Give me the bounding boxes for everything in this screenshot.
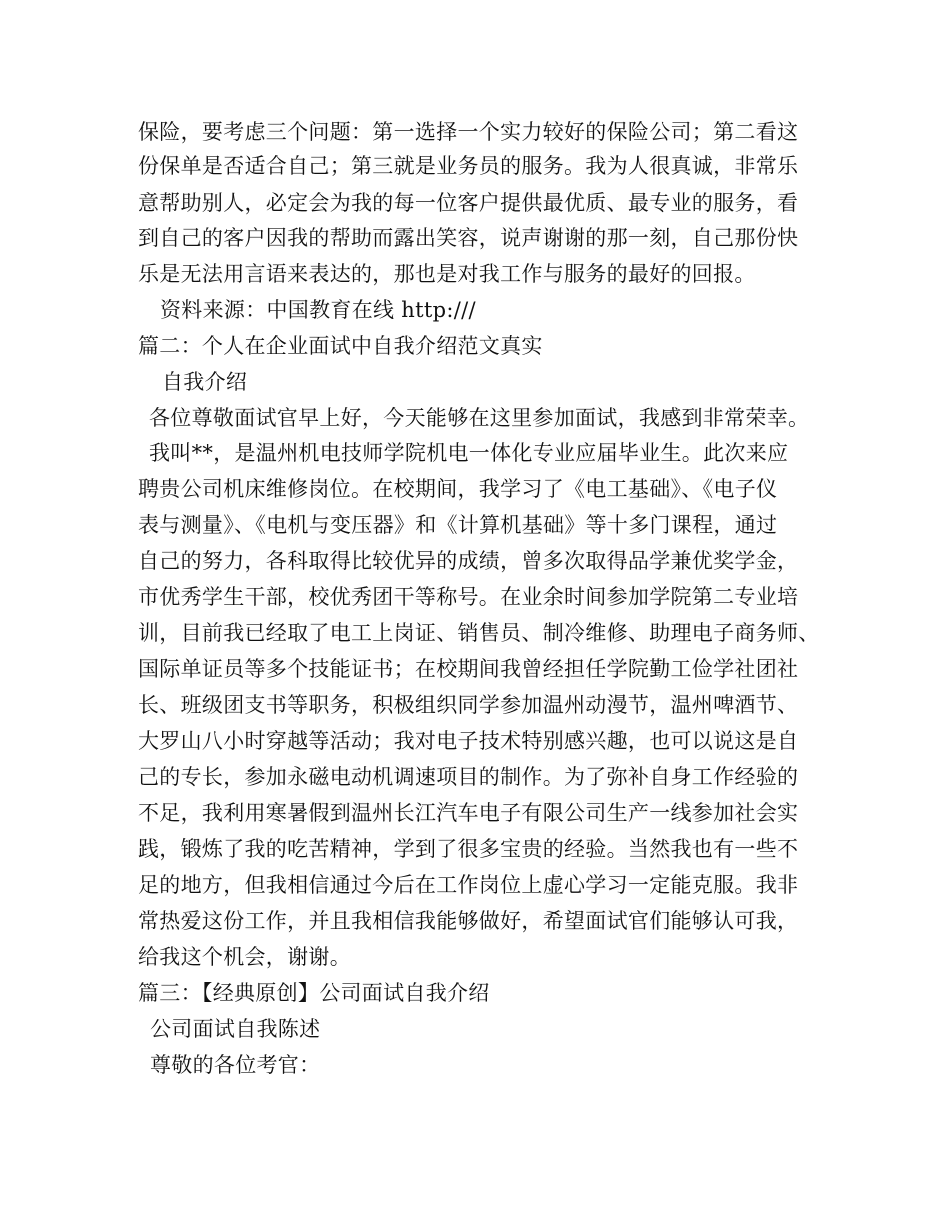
paragraph-line: 常热爱这份工作，并且我相信我能够做好，希望面试官们能够认可我， — [138, 909, 799, 933]
paragraph-line: 份保单是否适合自己；第三就是业务员的服务。我为人很真诚，非常乐 — [138, 154, 799, 178]
paragraph-line: 各位尊敬面试官早上好，今天能够在这里参加面试，我感到非常荣幸。 — [149, 406, 810, 430]
section-heading: 篇二：个人在企业面试中自我介绍范文真实 — [138, 334, 543, 358]
subheading: 自我介绍 — [162, 370, 248, 394]
paragraph-line: 长、班级团支书等职务，积极组织同学参加温州动漫节，温州啤酒节、 — [138, 693, 799, 717]
paragraph-line: 市优秀学生干部，校优秀团干等称号。在业余时间参加学院第二专业培 — [138, 585, 799, 609]
paragraph-line: 保险，要考虑三个问题：第一选择一个实力较好的保险公司；第二看这 — [138, 120, 799, 144]
paragraph-line: 足的地方，但我相信通过今后在工作岗位上虚心学习一定能克服。我非 — [138, 873, 799, 897]
section-heading: 篇三：【经典原创】公司面试自我介绍 — [138, 981, 490, 1005]
paragraph-line: 表与测量》、《电机与变压器》和《计算机基础》等十多门课程，通过 — [138, 513, 778, 537]
paragraph-line: 国际单证员等多个技能证书；在校期间我曾经担任学院勤工俭学社团社 — [138, 657, 799, 681]
paragraph-line: 己的专长，参加永磁电动机调速项目的制作。为了弥补自身工作经验的 — [138, 765, 799, 789]
paragraph-line: 大罗山八小时穿越等活动；我对电子技术特别感兴趣，也可以说这是自 — [138, 729, 799, 753]
salutation: 尊敬的各位考官： — [150, 1053, 321, 1077]
paragraph-line: 聘贵公司机床维修岗位。在校期间，我学习了《电工基础》、《电子仪 — [138, 477, 778, 501]
paragraph-line: 到自己的客户因我的帮助而露出笑容，说声谢谢的那一刻，自己那份快 — [138, 226, 799, 250]
source-line: 资料来源：中国教育在线 http:/// — [160, 298, 476, 322]
paragraph-line: 乐是无法用言语来表达的，那也是对我工作与服务的最好的回报。 — [138, 262, 756, 286]
paragraph-line: 我叫**，是温州机电技师学院机电一体化专业应届毕业生。此次来应 — [149, 441, 789, 465]
paragraph-line: 训，目前我已经取了电工上岗证、销售员、制冷维修、助理电子商务师、 — [138, 621, 820, 645]
paragraph-line: 自己的努力，各科取得比较优异的成绩，曾多次取得品学兼优奖学金， — [138, 549, 799, 573]
paragraph-line: 给我这个机会，谢谢。 — [138, 945, 351, 969]
subheading: 公司面试自我陈述 — [150, 1017, 321, 1041]
paragraph-line: 不足，我利用寒暑假到温州长江汽车电子有限公司生产一线参加社会实 — [138, 801, 799, 825]
paragraph-line: 意帮助别人，必定会为我的每一位客户提供最优质、最专业的服务，看 — [138, 191, 799, 215]
paragraph-line: 践，锻炼了我的吃苦精神，学到了很多宝贵的经验。当然我也有一些不 — [138, 837, 799, 861]
